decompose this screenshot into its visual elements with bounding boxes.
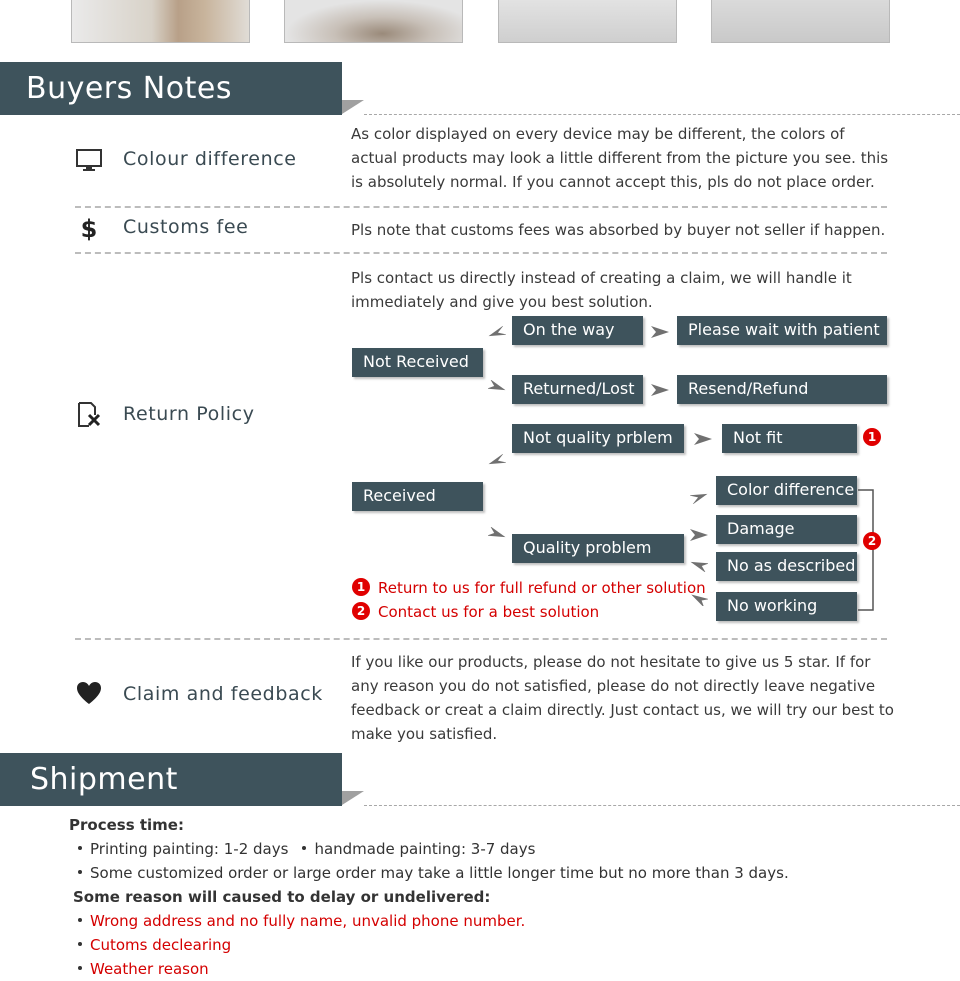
flow-quality-problem: Quality problem [512, 534, 684, 563]
arrow-icon [690, 558, 708, 572]
colour-difference-text: As color displayed on every device may be different, the colors of actual products may look a little different from the picture you see. this is absolutely normal. If you cannot accept this, pls do not place order. [351, 125, 889, 191]
process-time-line [69, 837, 535, 861]
bullet [78, 918, 82, 922]
reason-line-3 [69, 957, 209, 981]
reason-text: Weather reason [90, 960, 209, 978]
bullet [78, 870, 82, 874]
process-time-label: Process time: [69, 816, 184, 834]
flow-no-as-described: No as described [716, 552, 857, 581]
badge-2: 2 [863, 532, 881, 550]
return-policy-text: Pls contact us directly instead of creating a claim, we will handle it immediately and give you best solution. [351, 269, 852, 311]
flow-damage: Damage [716, 515, 857, 544]
customized-text: Some customized order or large order may take a little longer time but no more than 3 days. [90, 864, 789, 882]
arrow-icon [651, 325, 669, 339]
bullet [78, 846, 82, 850]
flow-resend-refund: Resend/Refund [677, 375, 887, 404]
customs-fee-text: Pls note that customs fees was absorbed by buyer not seller if happen. [351, 221, 886, 239]
arrow-icon [488, 326, 506, 340]
banner-divider [364, 805, 960, 806]
note-badge-2: 2 [352, 602, 370, 620]
flow-no-working: No working [716, 592, 857, 621]
banner-divider [364, 114, 960, 115]
arrow-icon [690, 490, 708, 504]
badge-1: 1 [863, 428, 881, 446]
flow-please-wait: Please wait with patient [677, 316, 887, 345]
printing-time: Printing painting: 1-2 days [90, 840, 289, 858]
monitor-icon [76, 148, 102, 174]
note-2-text: Contact us for a best solution [378, 603, 600, 621]
reason-text: Cutoms declearing [90, 936, 232, 954]
flow-not-fit: Not fit [722, 424, 857, 453]
arrow-icon [488, 454, 506, 468]
flow-received: Received [352, 482, 483, 511]
delay-label: Some reason will caused to delay or undelivered: [73, 888, 491, 906]
row-divider-3 [75, 638, 887, 640]
product-thumbnail-3[interactable] [498, 0, 677, 43]
flow-not-quality: Not quality prblem [512, 424, 684, 453]
claim-feedback-text: If you like our products, please do not hesitate to give us 5 star. If for any reason you do not satisfied, please do not directly leave negative feedback or creat a claim directly. Just contact us, we will try our best to make you satisfied. [351, 653, 894, 743]
product-thumbnail-1[interactable] [71, 0, 250, 43]
shipment-banner: Shipment [0, 753, 342, 806]
reason-line-2 [69, 933, 231, 957]
reason-line-1 [69, 909, 525, 933]
heart-icon [76, 680, 102, 706]
bullet [78, 942, 82, 946]
banner-fold [342, 100, 364, 114]
row-divider-1 [75, 206, 887, 208]
return-policy-label: Return Policy [123, 403, 255, 425]
colour-difference-label: Colour difference [123, 148, 297, 170]
dollar-icon [76, 215, 102, 241]
note-badge-1: 1 [352, 578, 370, 596]
flow-on-the-way: On the way [512, 316, 643, 345]
banner-fold [342, 791, 364, 805]
reason-text: Wrong address and no fully name, unvalid phone number. [90, 912, 526, 930]
product-thumbnail-4[interactable] [711, 0, 890, 43]
claim-feedback-label: Claim and feedback [123, 683, 323, 705]
arrow-icon [651, 383, 669, 397]
arrow-icon [690, 528, 708, 542]
row-divider-2 [75, 252, 887, 254]
group-bracket [858, 489, 878, 611]
customized-line [69, 861, 789, 885]
buyers-notes-banner: Buyers Notes [0, 62, 342, 115]
document-x-icon [76, 402, 102, 428]
customs-fee-label: Customs fee [123, 216, 249, 238]
product-thumbnail-2[interactable] [284, 0, 463, 43]
handmade-time: handmade painting: 3-7 days [314, 840, 536, 858]
arrow-icon [488, 527, 506, 541]
arrow-icon [694, 432, 712, 446]
bullet [302, 846, 306, 850]
svg-text:$: $ [80, 215, 98, 241]
flow-returned-lost: Returned/Lost [512, 375, 643, 404]
flow-not-received: Not Received [352, 348, 483, 377]
flow-color-difference: Color difference [716, 476, 857, 505]
bullet [78, 966, 82, 970]
arrow-icon [488, 380, 506, 394]
note-1-text: Return to us for full refund or other solution [378, 579, 706, 597]
